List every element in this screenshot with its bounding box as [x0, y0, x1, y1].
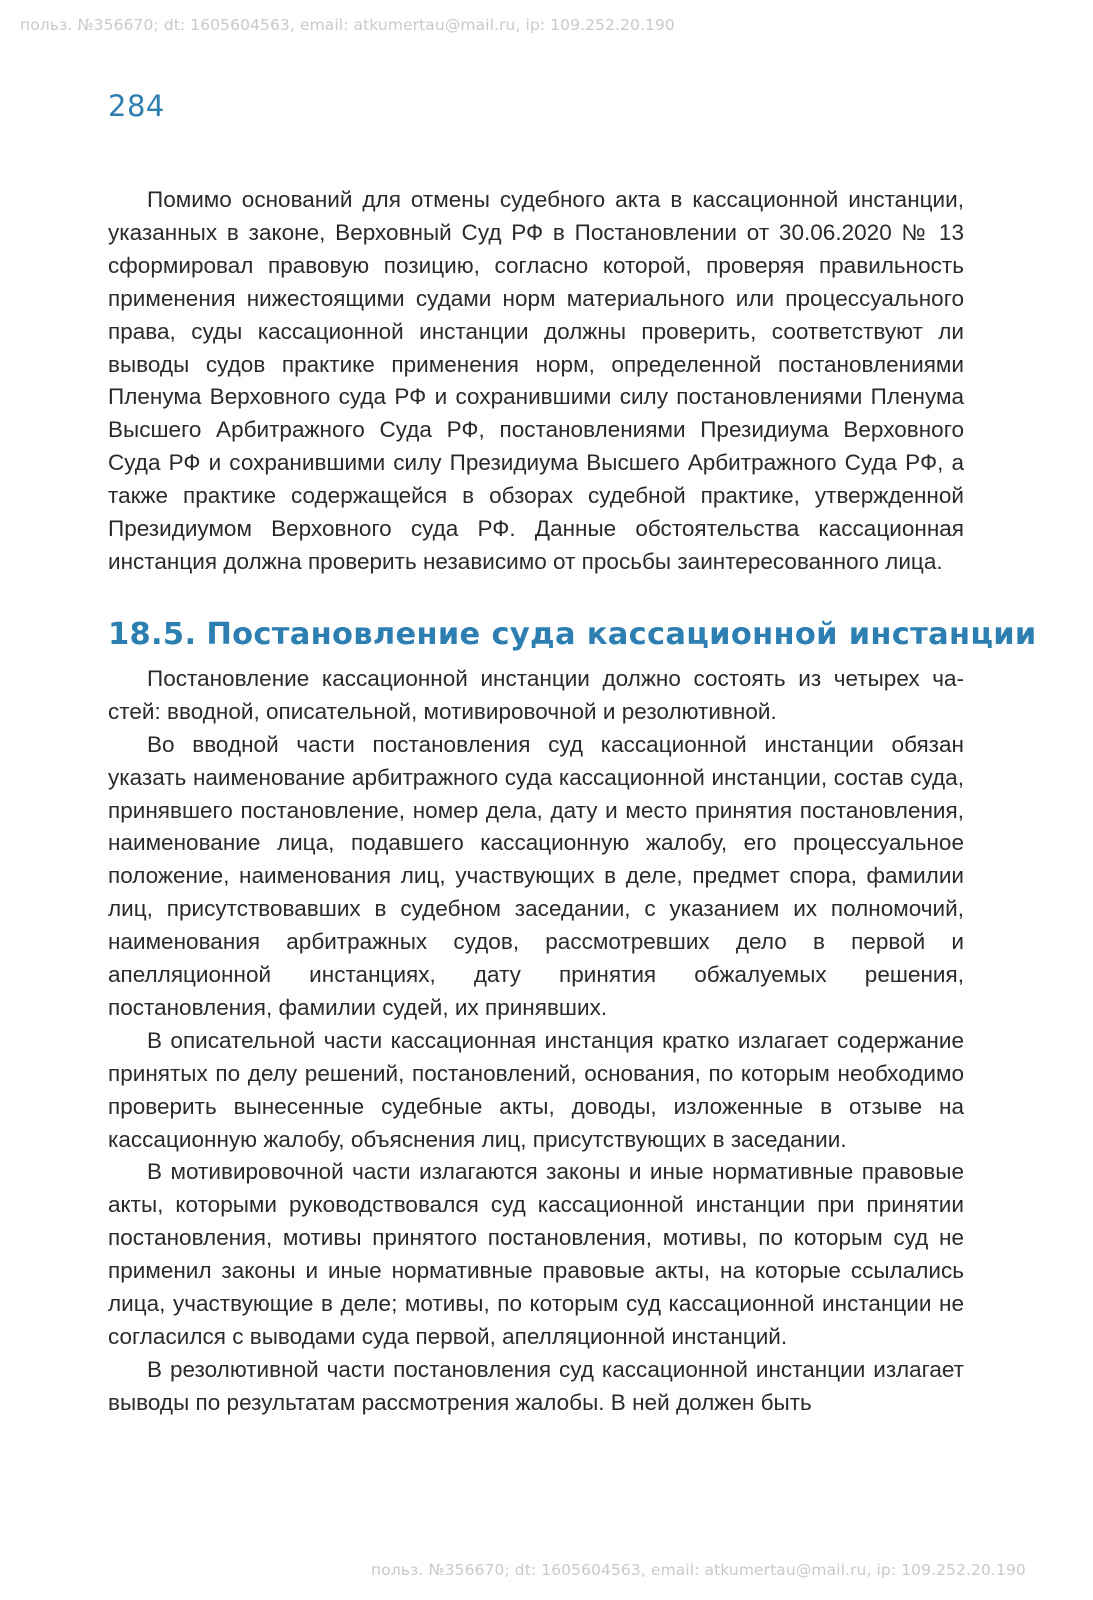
section-title: Постановление суда кассационной инстанции	[206, 616, 1037, 652]
page-number: 284	[108, 89, 165, 123]
section-body	[108, 663, 964, 1420]
intro-paragraph: Помимо оснований для отмены судебного акта в кассационной инстанции, указанных в законе, Верховный Суд РФ в Постановлении от 30.06.2020 № 13 сформировал правовую позицию, согласно которой, проверяя правильность применения нижестоящими судами норм материального или процессуального права, суды кассационной инстанции должны проверить, соответствуют ли выводы судов практике применения норм, определенной постановлениями Пленума Верховного суда РФ и сохранившими силу постановлениями Пленума Высшего Арбитражного Суда РФ, постановлениями Президиума Верховного Суда РФ и сохранившими силу Президиума Высшего Арбитражного Суда РФ, а также практике содержащейся в обзорах судебной практике, утвержденной Президиумом Верховного суда РФ. Данные обстоятельства кассационная инстанция должна проверить независимо от просьбы заинтересованного лица.	[108, 187, 964, 574]
page-content	[108, 184, 1037, 1420]
section-paragraph: Во вводной части постановления суд кассационной инстанции обязан указать наименование арбитражного суда кассационной инстанции, состав суда, принявшего постановление, номер дела, дату и место принятия постановления, наименование лица, подавшего кассационную жалобу, его процессуальное положение, наименования лиц, участвующих в деле, предмет спора, фамилии лиц, присутствовавших в судебном заседании, с указанием их полномочий, наименования арбитражных судов, рассмотревших дело в первой и апелляционной инстанциях, дату принятия обжалуемых решения, постановления, фамилии судей, их принявших.	[108, 731, 964, 1020]
watermark-bottom: польз. №356670; dt: 1605604563, email: atkumertau@mail.ru, ip: 109.252.20.190	[371, 1561, 1026, 1579]
section-paragraph: В описательной части кассационная инстанция кратко излагает содержание принятых по делу решений, постановлений, основания, по которым необходимо проверить вынесенные судебные акты, доводы, изложенные в отзыве на кассационную жалобу, объяснения лиц, присутствующих в заседании.	[108, 1027, 964, 1152]
section-heading	[108, 615, 1037, 655]
section-paragraph: Постановление кассационной инстанции должно состоять из четырех частей: вводной, описательной, мотивировочной и резолютивной.	[108, 665, 964, 724]
section-number: 18.5.	[108, 616, 197, 652]
watermark-top: польз. №356670; dt: 1605604563, email: atkumertau@mail.ru, ip: 109.252.20.190	[20, 16, 675, 34]
section-paragraph: В мотивировочной части излагаются законы и иные нормативные правовые акты, которыми руководствовался суд кассационной инстанции при принятии постановления, мотивы принятого постановления, мотивы, по которым суд не применил законы и иные нормативные правовые акты, на которые ссылались лица, участвующие в деле; мотивы, по которым суд кассационной инстанции не согласился с выводами суда первой, апелляционной инстанций.	[108, 1159, 964, 1349]
section-paragraph: В резолютивной части постановления суд кассационной инстанции излагает выводы по результатам рассмотрения жалобы. В ней должен быть	[108, 1356, 964, 1415]
